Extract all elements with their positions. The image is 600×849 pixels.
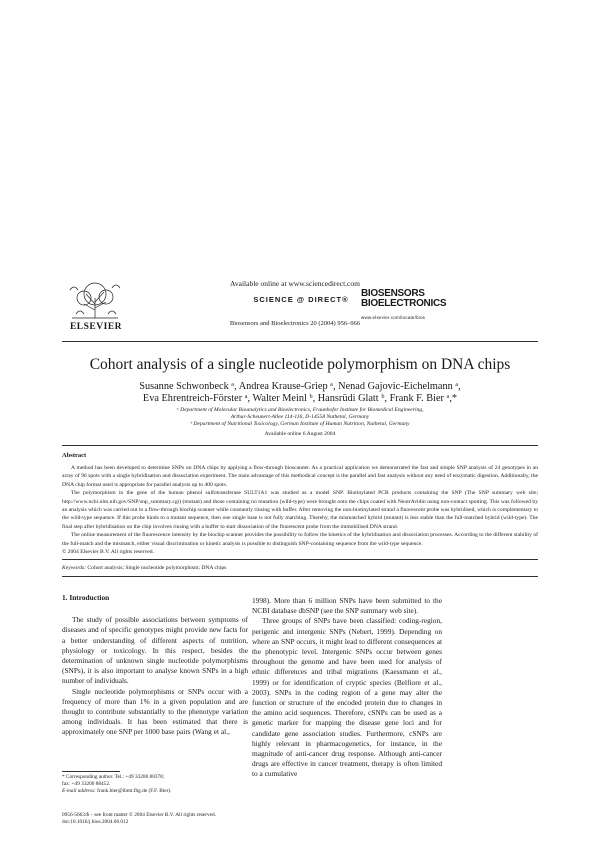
body-top-divider xyxy=(62,576,538,577)
abstract-body xyxy=(62,464,538,556)
journal-logo-line2: BIOELECTRONICS xyxy=(361,298,447,309)
body-right-column xyxy=(252,596,442,780)
footnotes xyxy=(62,774,248,795)
keywords-list: Cohort analysis; Single nucleotide polymorphism; DNA chips xyxy=(86,565,227,571)
publisher-logo-caption: ELSEVIER xyxy=(69,322,123,332)
keywords xyxy=(62,565,538,571)
body-paragraph: Single nucleotide polymorphisms or SNPs occur with a frequency of more than 1% in a given population and are thought to contribute substantially to the phenotype variation among individuals. It has been estimated that there is approximately one SNP per 1000 base pairs (Wang et al., xyxy=(62,686,248,737)
available-online-date: Available online 6 August 2004 xyxy=(264,431,336,437)
keywords-label: Keywords: xyxy=(62,565,87,571)
body-left-column xyxy=(62,593,248,738)
abstract-paragraph: The polymorphism in the gene of the human phenol sulfotransferase SULT1A1 was studied as a model SNP. Biotinylated PCR products containing the SNP (The SNP summary web site; http://www.ncbi.nlm.nih.gov/SNP/snp_summary.cgi) (mutant) and those containing no mutation (wild-type) were brought onto the chips coated with NeutrAvidin using non-contact spotting. This was followed by an analysis which was carried out in a flow-through biochip scanner while constantly rinsing with buffer. After removing the non-biotinylated strand a fluorescent probe was hybridised, which is complementary to the wild-type sequence. If this probe binds to a mutant sequence, then one single base is not fully matching. Thereby, the mismatched hybrid (mutant) is less stable than the full-matched hybrid (wild-type). The final step after hybridisation on the chip involves rinsing with a buffer to start dissociation of the fluorescent probe from the immobilised DNA strand. xyxy=(62,490,538,530)
email-label: E-mail address: xyxy=(62,788,96,795)
journal-logo-line1: BIOSENSORS xyxy=(361,288,425,299)
doi-line[interactable]: doi:10.1016/j.bios.2004.06.012 xyxy=(62,819,129,825)
journal-url[interactable]: www.elsevier.com/locate/bios xyxy=(361,315,426,320)
abstract-copyright: © 2004 Elsevier B.V. All rights reserved. xyxy=(62,549,154,556)
abstract-heading: Abstract xyxy=(62,452,87,459)
publication-meta xyxy=(62,812,302,826)
footnote-divider xyxy=(62,771,120,772)
abstract-paragraph: The online measurement of the fluorescence intensity by the biochip scanner provides the possibility to follow the kinetics of the hybridisation and dissociation processes. According to the different stability of the full-match and the mismatch, either visual discrimination or kinetic analysis is possible to distinguish SNP-containing sequence from the wild-type sequence. xyxy=(62,532,538,547)
affiliation-a: ᵃ Department of Molecular Bioanalytics and Bioelectronics, Fraunhofer Institute for Biomedical Engineering, xyxy=(176,407,424,413)
abstract-paragraph: A method has been developed to determine SNPs on DNA chips by applying a flow-through bioscanner. As a practical application we demonstrated the fast and simple SNP analysis of 24 genotypes in an array of 96 spots with a single hybridisation and dissociation experiment. The main advantage of this methodical concept is the parallel and fast analysis without any need of enzymatic digestion. Additionally, the DNA chip format used is appropriate for parallel analysis up to 400 spots. xyxy=(62,465,538,488)
journal-logo xyxy=(361,289,451,323)
journal-citation: Biosensors and Bioelectronics 20 (2004) 956–966 xyxy=(229,320,361,327)
header-divider xyxy=(62,341,538,342)
article-title: Cohort analysis of a single nucleotide polymorphism on DNA chips xyxy=(89,356,511,373)
author-list xyxy=(62,381,538,405)
email-note xyxy=(62,788,248,795)
available-online-text: Available online at www.sciencedirect.com xyxy=(230,279,360,288)
keywords-top-divider xyxy=(62,559,538,560)
body-paragraph: 1998). More than 6 million SNPs have been submitted to the NCBI database dbSNP (see the SNP summary web site). xyxy=(252,596,442,616)
issn-line: 0956-5663/$ – see front matter © 2004 Elsevier B.V. All rights reserved. xyxy=(62,812,216,818)
authors-line-2: Eva Ehrentreich-Förster ᵃ, Walter Meinl ᵇ, Hansrüdi Glatt ᵇ, Frank F. Bier ᵃ,* xyxy=(142,393,458,404)
body-paragraph: Three groups of SNPs have been classified: coding-region, perigenic and intergenic SNPs (Nebert, 1999). Depending on where an SNP occurs, it might lead to different consequences at the phenotypic level. Intergenic SNPs occur between genes throughout the genome and have been used for analysis of ethnic differences and tribal migrations (Kaessmann et al., 1999) or for identification of cryptic species (Belfiore et al., 2003). SNPs in the coding region of a gene may alter the function or structure of the encoded protein due to changes in the amino acid sequences. Therefore, cSNPs can be used as a genetic marker for mapping the disease gene loci and for candidate gene association studies. Furthermore, cSNPs are highly relevant in pharmacogenetics, for instance, in the magnitude of anti-cancer drug response. Although anti-cancer drugs are effective in cancer treatment, therapy is often limited to a cumulative xyxy=(252,616,442,779)
affiliation-b: ᵇ Department of Nutritional Toxicology, German Institute of Human Nutrition, Nuthetal, Germany xyxy=(190,421,410,428)
email-address[interactable]: frank.bier@ibmt.fhg.de (F.F. Bier). xyxy=(95,788,172,795)
elsevier-tree-logo xyxy=(66,280,124,342)
affiliations xyxy=(62,407,538,429)
corresponding-author-note: * Corresponding author. Tel.: +49 33200 88378; xyxy=(62,774,165,780)
fax-note: fax: +49 33200 88452. xyxy=(62,781,111,788)
affiliation-a-address: Arthur-Scheunert-Allee 114-116, D-14558 Nuthetal, Germany xyxy=(230,414,370,421)
authors-line-1: Susanne Schwonbeck ᵃ, Andrea Krause-Griep ᵃ, Nenad Gajovic-Eichelmann ᵃ, xyxy=(139,381,461,392)
body-paragraph: The study of possible associations between symptoms of diseases and of specific genotypes might provide new facts for a better understanding of different aspects of nutrition, physiology or toxicology. In this respect, besides the determination of unknown single nucleotide polymorphisms (SNPs), it is also important to analyse known SNPs in a high number of individuals. xyxy=(62,615,248,686)
abstract-top-divider xyxy=(62,445,538,446)
sciencedirect-logo-text: SCIENCE @ DIRECT® xyxy=(253,295,349,304)
section-heading: 1. Introduction xyxy=(62,593,110,602)
